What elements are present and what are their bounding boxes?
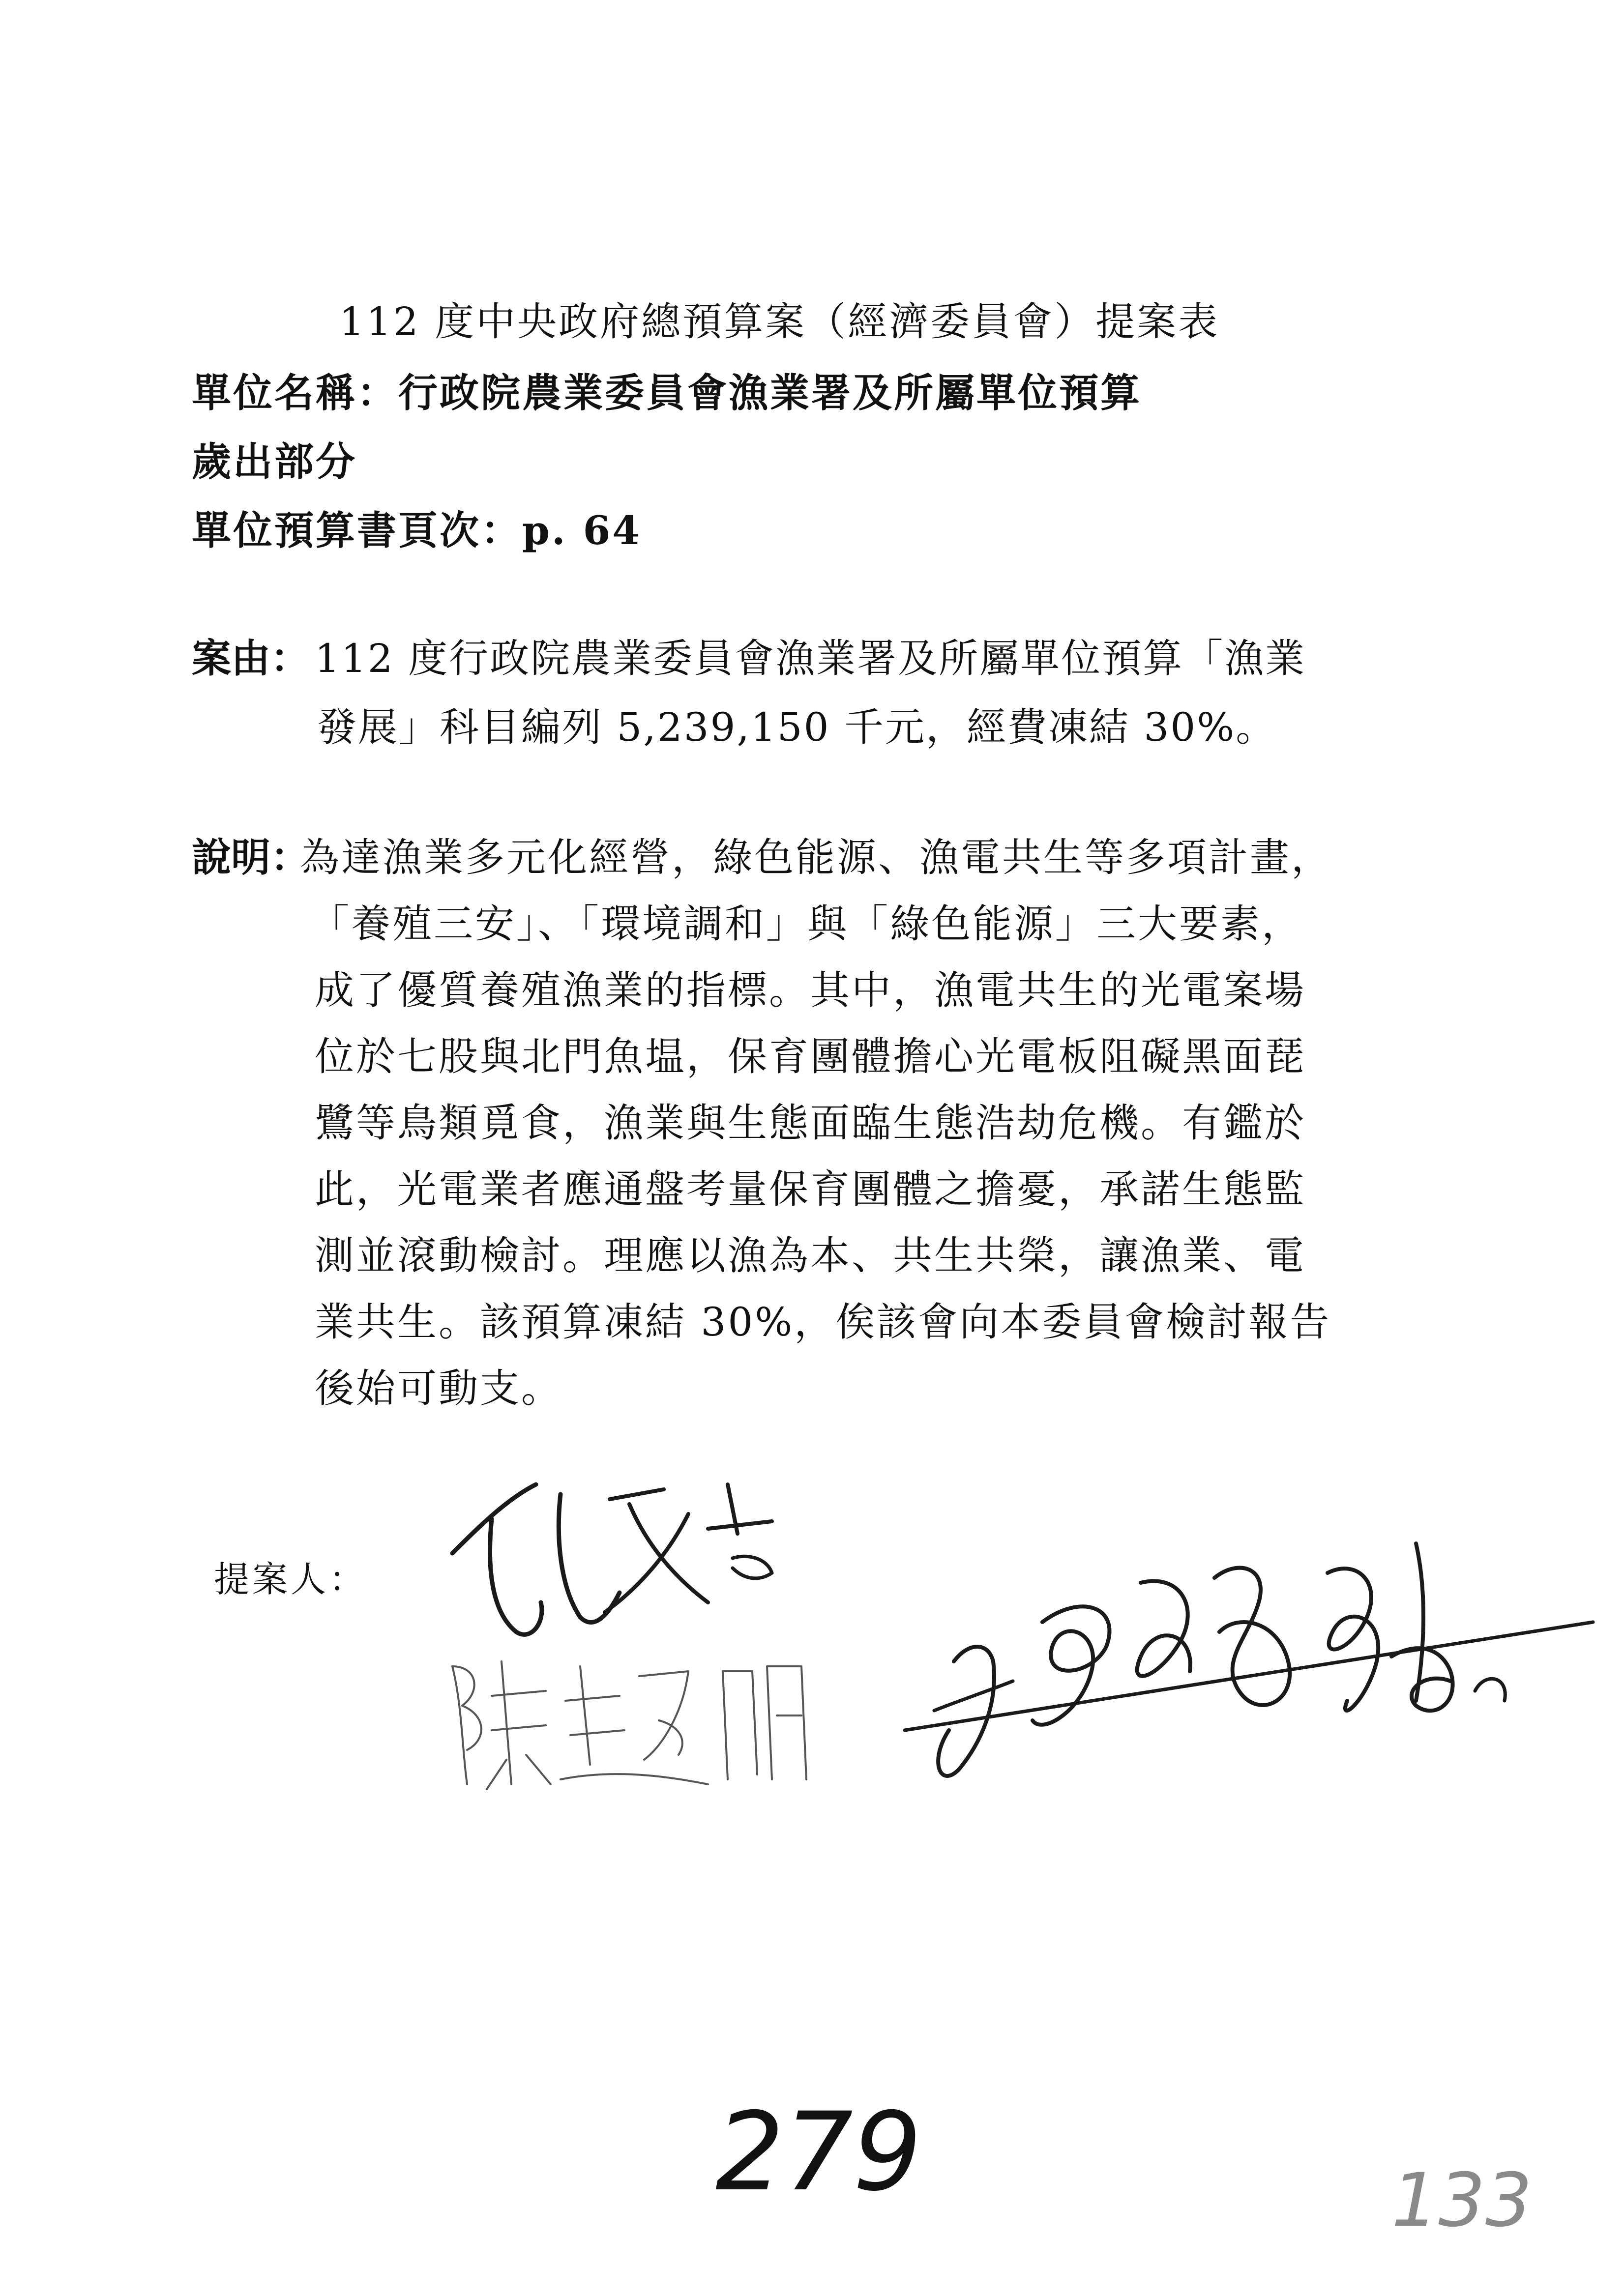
archive-number: 133 (1391, 2158, 1533, 2243)
case-line: 112 度行政院農業委員會漁業署及所屬單位預算「漁業 (315, 636, 1306, 681)
signature-chen (433, 1637, 846, 1804)
description-line: 測並滾動檢討。理應以漁為本、共生共榮，讓漁業、電 (315, 1233, 1306, 1279)
budget-page-ref: 單位預算書頁次：p. 64 (192, 507, 642, 553)
case-label: 案由： (192, 635, 310, 681)
description-line: 此，光電業者應通盤考量保育團體之擔憂，承諾生態監 (315, 1166, 1306, 1212)
description-line: 為達漁業多元化經營，綠色能源、漁電共生等多項計畫， (300, 835, 1332, 880)
page-title: 112 度中央政府總預算案（經濟委員會）提案表 (339, 299, 1220, 345)
proposer-label: 提案人： (214, 1559, 368, 1600)
signature-third (895, 1514, 1603, 1789)
description-line: 業共生。該預算凍結 30%，俟該會向本委員會檢討報告 (315, 1299, 1331, 1345)
description-line: 後始可動支。 (315, 1366, 562, 1411)
case-line: 發展」科目編列 5,239,150 千元，經費凍結 30%。 (317, 704, 1277, 750)
description-line: 成了優質養殖漁業的指標。其中，漁電共生的光電案場 (315, 967, 1306, 1013)
description-line: 位於七股與北門魚塭，保育團體擔心光電板阻礙黑面琵 (315, 1034, 1306, 1079)
page-number: 279 (715, 2089, 922, 2215)
description-label: 說明： (192, 834, 310, 880)
description-line: 鷺等鳥類覓食，漁業與生態面臨生態浩劫危機。有鑑於 (315, 1100, 1306, 1146)
unit-name: 單位名稱：行政院農業委員會漁業署及所屬單位預算 (192, 370, 1142, 416)
description-line: 「養殖三安」、「環境調和」與「綠色能源」三大要素， (310, 901, 1303, 947)
signature-kong (433, 1455, 836, 1661)
budget-section: 歲出部分 (192, 438, 357, 485)
